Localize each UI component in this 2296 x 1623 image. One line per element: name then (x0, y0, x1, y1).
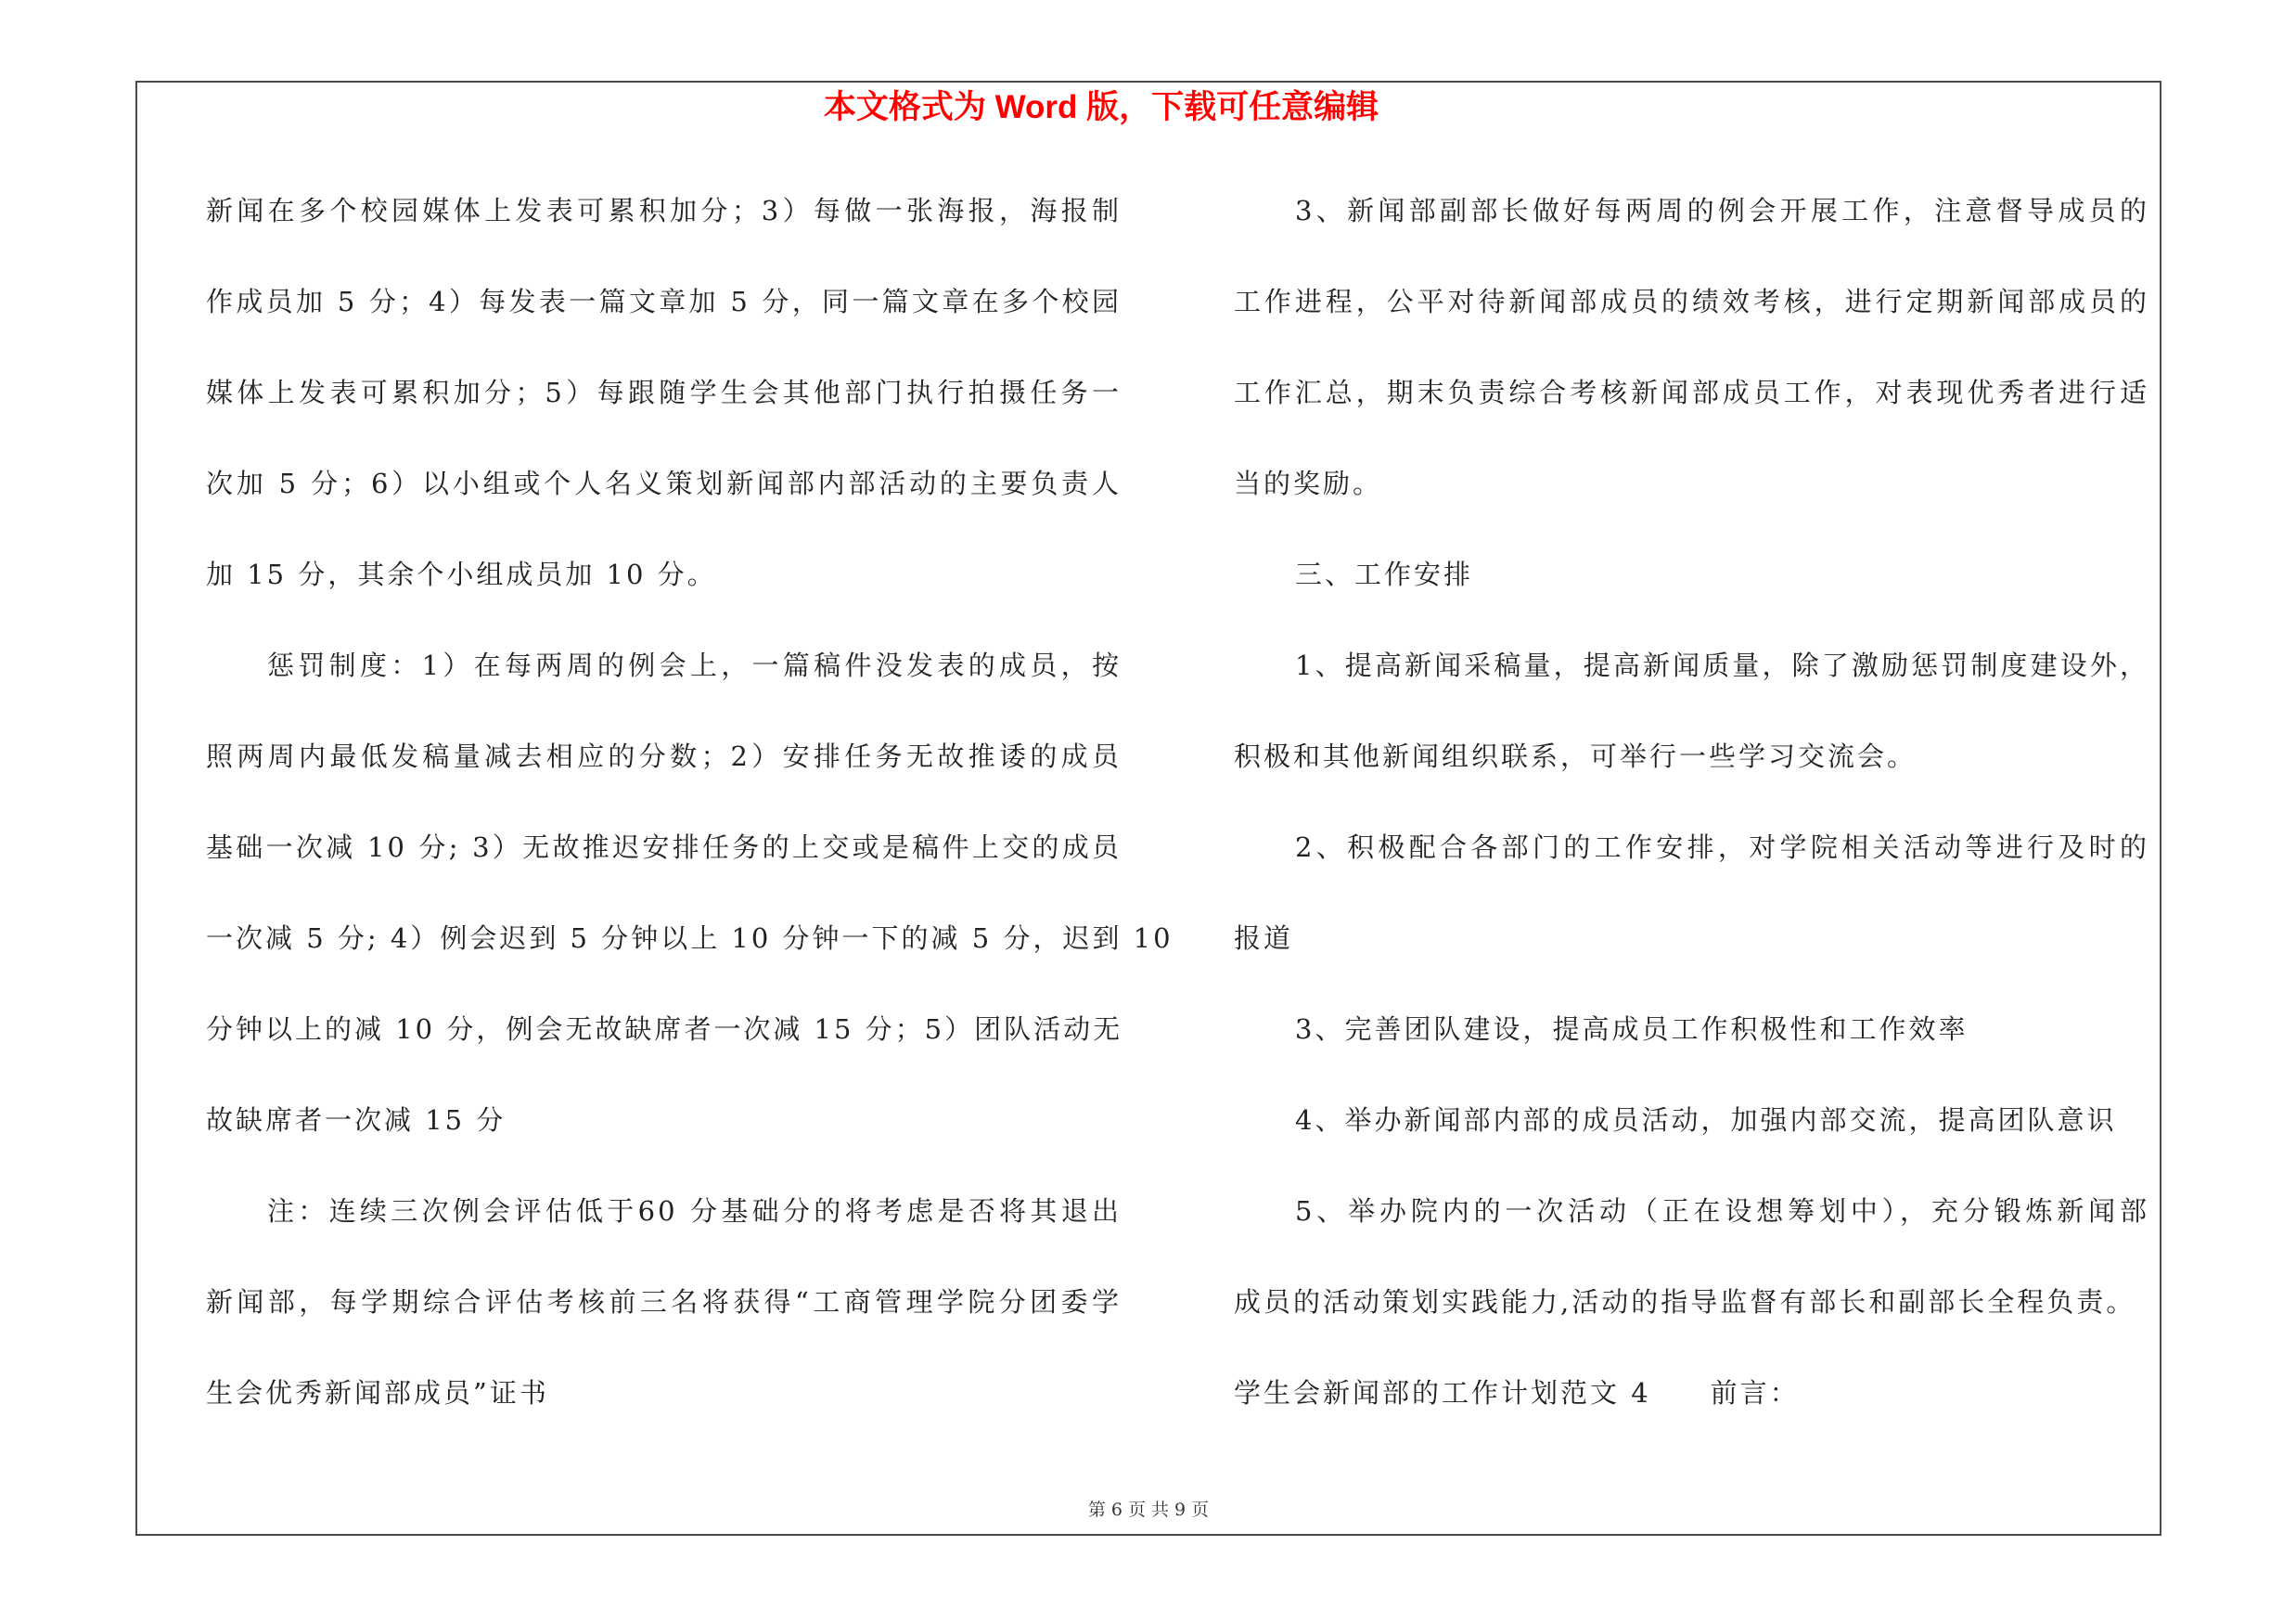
text-line: 成员的活动策划实践能力,活动的指导监督有部长和副部长全程负责。 (1234, 1286, 2136, 1318)
preface-label: 前言： (1710, 1377, 1800, 1409)
paragraph-continued (206, 165, 1122, 620)
text-line: 当的奖励。 (1234, 468, 1383, 499)
text-line: 积极和其他新闻组织联系，可举行一些学习交流会。 (1234, 741, 1918, 772)
next-article-heading (1234, 1347, 2149, 1438)
paragraph-vice-minister-duties (1234, 165, 2149, 529)
page-number: 第 6 页 共 9 页 (1087, 1500, 1210, 1520)
text-line: 3、新闻部副部长做好每两周的例会开展工作，注意督导成员的 (1295, 195, 2149, 226)
text-line: 3、完善团队建设，提高成员工作积极性和工作效率 (1295, 1013, 1969, 1045)
text-line: 次加 5 分；6）以小组或个人名义策划新闻部内部活动的主要负责人 (206, 468, 1122, 499)
text-line: 照两周内最低发稿量减去相应的分数；2）安排任务无故推诿的成员 (206, 741, 1122, 772)
text-line: 2、积极配合各部门的工作安排，对学院相关活动等进行及时的 (1295, 831, 2149, 863)
section-heading (1234, 529, 2149, 620)
text-line: 基础一次减 10 分; 3）无故推迟安排任务的上交或是稿件上交的成员 (206, 831, 1122, 863)
text-line: 报道 (1234, 922, 1294, 954)
text-line: 5、举办院内的一次活动（正在设想筹划中），充分锻炼新闻部 (1295, 1195, 2149, 1227)
text-line: 工作汇总，期末负责综合考核新闻部成员工作，对表现优秀者进行适 (1234, 377, 2149, 408)
text-line: 惩罚制度：1）在每两周的例会上，一篇稿件没发表的成员，按 (267, 650, 1122, 681)
text-line: 分钟以上的减 10 分，例会无故缺席者一次减 15 分；5）团队活动无 (206, 1013, 1123, 1045)
list-item (1234, 620, 2149, 802)
list-item (1234, 984, 2149, 1075)
text-line: 作成员加 5 分；4）每发表一篇文章加 5 分，同一篇文章在多个校园 (206, 286, 1122, 317)
format-notice: 本文格式为 Word 版，下载可任意编辑 (823, 89, 1379, 125)
next-article-title: 学生会新闻部的工作计划范文 4 (1234, 1377, 1651, 1409)
section-heading-text: 三、工作安排 (1295, 559, 1474, 590)
text-line: 生会优秀新闻部成员”证书 (206, 1377, 549, 1409)
text-line: 1、提高新闻采稿量，提高新闻质量，除了激励惩罚制度建设外， (1295, 650, 2149, 681)
list-item (1234, 802, 2149, 984)
paragraph-penalty-rules (206, 620, 1174, 1166)
text-line: 注：连续三次例会评估低于60 分基础分的将考虑是否将其退出 (267, 1195, 1122, 1227)
text-line: 工作进程，公平对待新闻部成员的绩效考核，进行定期新闻部成员的 (1234, 286, 2149, 317)
list-item (1234, 1075, 2149, 1166)
text-line: 媒体上发表可累积加分；5）每跟随学生会其他部门执行拍摄任务一 (206, 377, 1122, 408)
text-line: 新闻部，每学期综合评估考核前三名将获得“工商管理学院分团委学 (206, 1286, 1122, 1318)
text-line: 一次减 5 分; 4）例会迟到 5 分钟以上 10 分钟一下的减 5 分，迟到 10 (206, 922, 1174, 954)
list-item (1234, 1166, 2149, 1347)
text-line: 4、举办新闻部内部的成员活动，加强内部交流，提高团队意识 (1295, 1104, 2117, 1136)
text-line: 新闻在多个校园媒体上发表可累积加分；3）每做一张海报，海报制 (206, 195, 1122, 226)
paragraph-note (206, 1166, 1122, 1438)
text-line: 故缺席者一次减 15 分 (206, 1104, 507, 1136)
right-column (1234, 165, 2149, 1438)
text-line: 加 15 分，其余个小组成员加 10 分。 (206, 559, 717, 590)
left-column (206, 165, 1174, 1438)
